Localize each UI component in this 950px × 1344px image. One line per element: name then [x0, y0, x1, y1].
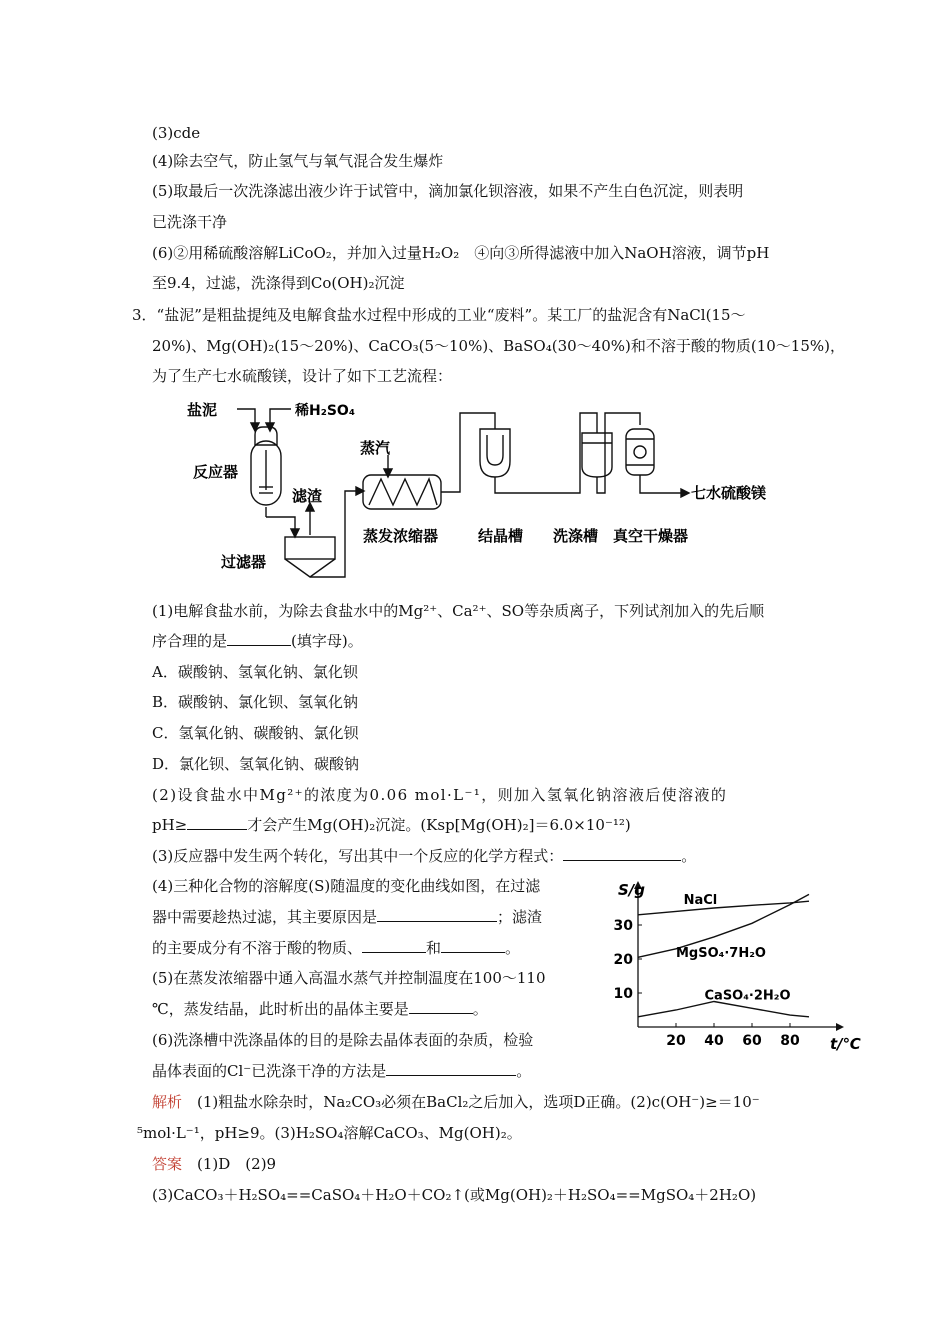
prev-answer-3: (3)cde	[152, 124, 201, 142]
x-tick-label: 20	[666, 1033, 686, 1049]
prev-answer-5-line1: (5)取最后一次洗涤滤出液少许于试管中，滴加氯化钡溶液，如果不产生白色沉淀，则表明	[152, 182, 744, 200]
x-axis-arrow	[836, 1023, 844, 1031]
flow-dryer: 真空干燥器	[613, 527, 689, 545]
sub3-line: (3)反应器中发生两个转化，写出其中一个反应的化学方程式： 。	[152, 847, 697, 865]
analysis-label: 解析	[152, 1093, 183, 1111]
x-tick-label: 60	[742, 1033, 762, 1049]
flow-acid: 稀H₂SO₄	[295, 403, 355, 419]
x-axis-label: t/℃	[830, 1035, 861, 1053]
sub1-line2: 序合理的是 (填字母)。	[152, 632, 363, 650]
prev-answer-5-line2: 已洗涤干净	[152, 213, 228, 231]
flow-crystallizer: 结晶槽	[478, 527, 524, 545]
series-label-2: MgSO₄·7H₂O	[676, 945, 766, 961]
analysis-line2: ⁵mol·L⁻¹，pH≥9。(3)H₂SO₄溶解CaCO₃、Mg(OH)₂。	[137, 1124, 522, 1142]
flow-steam: 蒸汽	[360, 439, 391, 457]
question-intro-line3: 为了生产七水硫酸镁，设计了如下工艺流程：	[152, 367, 453, 385]
sub4-line3: 的主要成分有不溶于酸的物质、 和 。	[152, 939, 521, 957]
sub5-line1: (5)在蒸发浓缩器中通入高温水蒸气并控制温度在100～110	[152, 969, 546, 987]
process-flow-diagram	[185, 395, 785, 580]
y-axis-label: S/g	[618, 881, 646, 899]
flow-filter: 过滤器	[221, 553, 267, 571]
sub1-line1: (1)电解食盐水前，为除去食盐水中的Mg²⁺、Ca²⁺、SO等杂质离子，下列试剂加入的先后顺	[152, 602, 765, 620]
x-tick-label: 80	[780, 1033, 800, 1049]
flow-product: 七水硫酸镁	[691, 484, 767, 502]
analysis-line1: 解析 (1)粗盐水除杂时，Na₂CO₃必须在BaCl₂之后加入，选项D正确。(2)c(OH⁻)≥＝10⁻	[152, 1093, 760, 1111]
sub2-line1: (2)设食盐水中Mg²⁺的浓度为0.06 mol·L⁻¹，则加入氢氧化钠溶液后使溶液的	[152, 786, 728, 804]
answer-label: 答案	[152, 1155, 183, 1173]
sub1-option-b: B．碳酸钠、氯化钡、氢氧化钠	[152, 693, 359, 711]
flow-washer: 洗涤槽	[553, 527, 599, 545]
answer-line1: 答案 (1)D (2)9	[152, 1155, 277, 1173]
flow-evaporator: 蒸发浓缩器	[363, 527, 439, 545]
sub4-line1: (4)三种化合物的溶解度(S)随温度的变化曲线如图，在过滤	[152, 877, 541, 895]
solubility-chart	[600, 875, 861, 1055]
series-label-3: CaSO₄·2H₂O	[704, 988, 791, 1004]
series-label-1: NaCl	[683, 893, 718, 908]
y-tick-label: 20	[613, 952, 633, 968]
sub5-line2: ℃，蒸发结晶，此时析出的晶体主要是 。	[152, 1000, 488, 1018]
sub1-option-d: D．氯化钡、氢氧化钠、碳酸钠	[152, 755, 360, 773]
question-intro-line2: 20%)、Mg(OH)₂(15～20%)、CaCO₃(5～10%)、BaSO₄(30～40%)和不溶于酸的物质(10～15%)，	[152, 337, 845, 355]
sub4-line2: 器中需要趁热过滤，其主要原因是 ；滤渣	[152, 908, 543, 926]
sub6-line2: 晶体表面的Cl⁻已洗涤干净的方法是 。	[152, 1062, 532, 1080]
question-intro-line1: 3．“盐泥”是粗盐提纯及电解食盐水过程中形成的工业“废料”。某工厂的盐泥含有NaCl(15～	[132, 306, 746, 324]
sub1-option-a: A．碳酸钠、氢氧化钠、氯化钡	[152, 663, 358, 681]
x-tick-label: 40	[704, 1033, 724, 1049]
flow-residue: 滤渣	[292, 487, 323, 505]
sub2-line2: pH≥ 才会产生Mg(OH)₂沉淀。(Ksp[Mg(OH)₂]＝6.0×10⁻¹²)	[152, 816, 631, 834]
flow-salt-mud: 盐泥	[187, 401, 218, 419]
sub1-option-c: C．氢氧化钠、碳酸钠、氯化钡	[152, 724, 359, 742]
prev-answer-4: (4)除去空气，防止氢气与氧气混合发生爆炸	[152, 152, 444, 170]
flow-reactor: 反应器	[193, 463, 239, 481]
y-tick-label: 10	[613, 986, 633, 1002]
prev-answer-6-line2: 至9.4，过滤，洗涤得到Co(OH)₂沉淀	[152, 274, 405, 292]
prev-answer-6-line1: (6)②用稀硫酸溶解LiCoO₂，并加入过量H₂O₂ ④向③所得滤液中加入NaOH溶液，调节pH	[152, 244, 770, 262]
series-line-3	[638, 1002, 809, 1017]
answer-line2: (3)CaCO₃＋H₂SO₄==CaSO₄＋H₂O＋CO₂↑(或Mg(OH)₂＋H₂SO₄==MgSO₄＋2H₂O)	[152, 1186, 757, 1204]
sub6-line1: (6)洗涤槽中洗涤晶体的目的是除去晶体表面的杂质，检验	[152, 1031, 534, 1049]
y-tick-label: 30	[613, 918, 633, 934]
